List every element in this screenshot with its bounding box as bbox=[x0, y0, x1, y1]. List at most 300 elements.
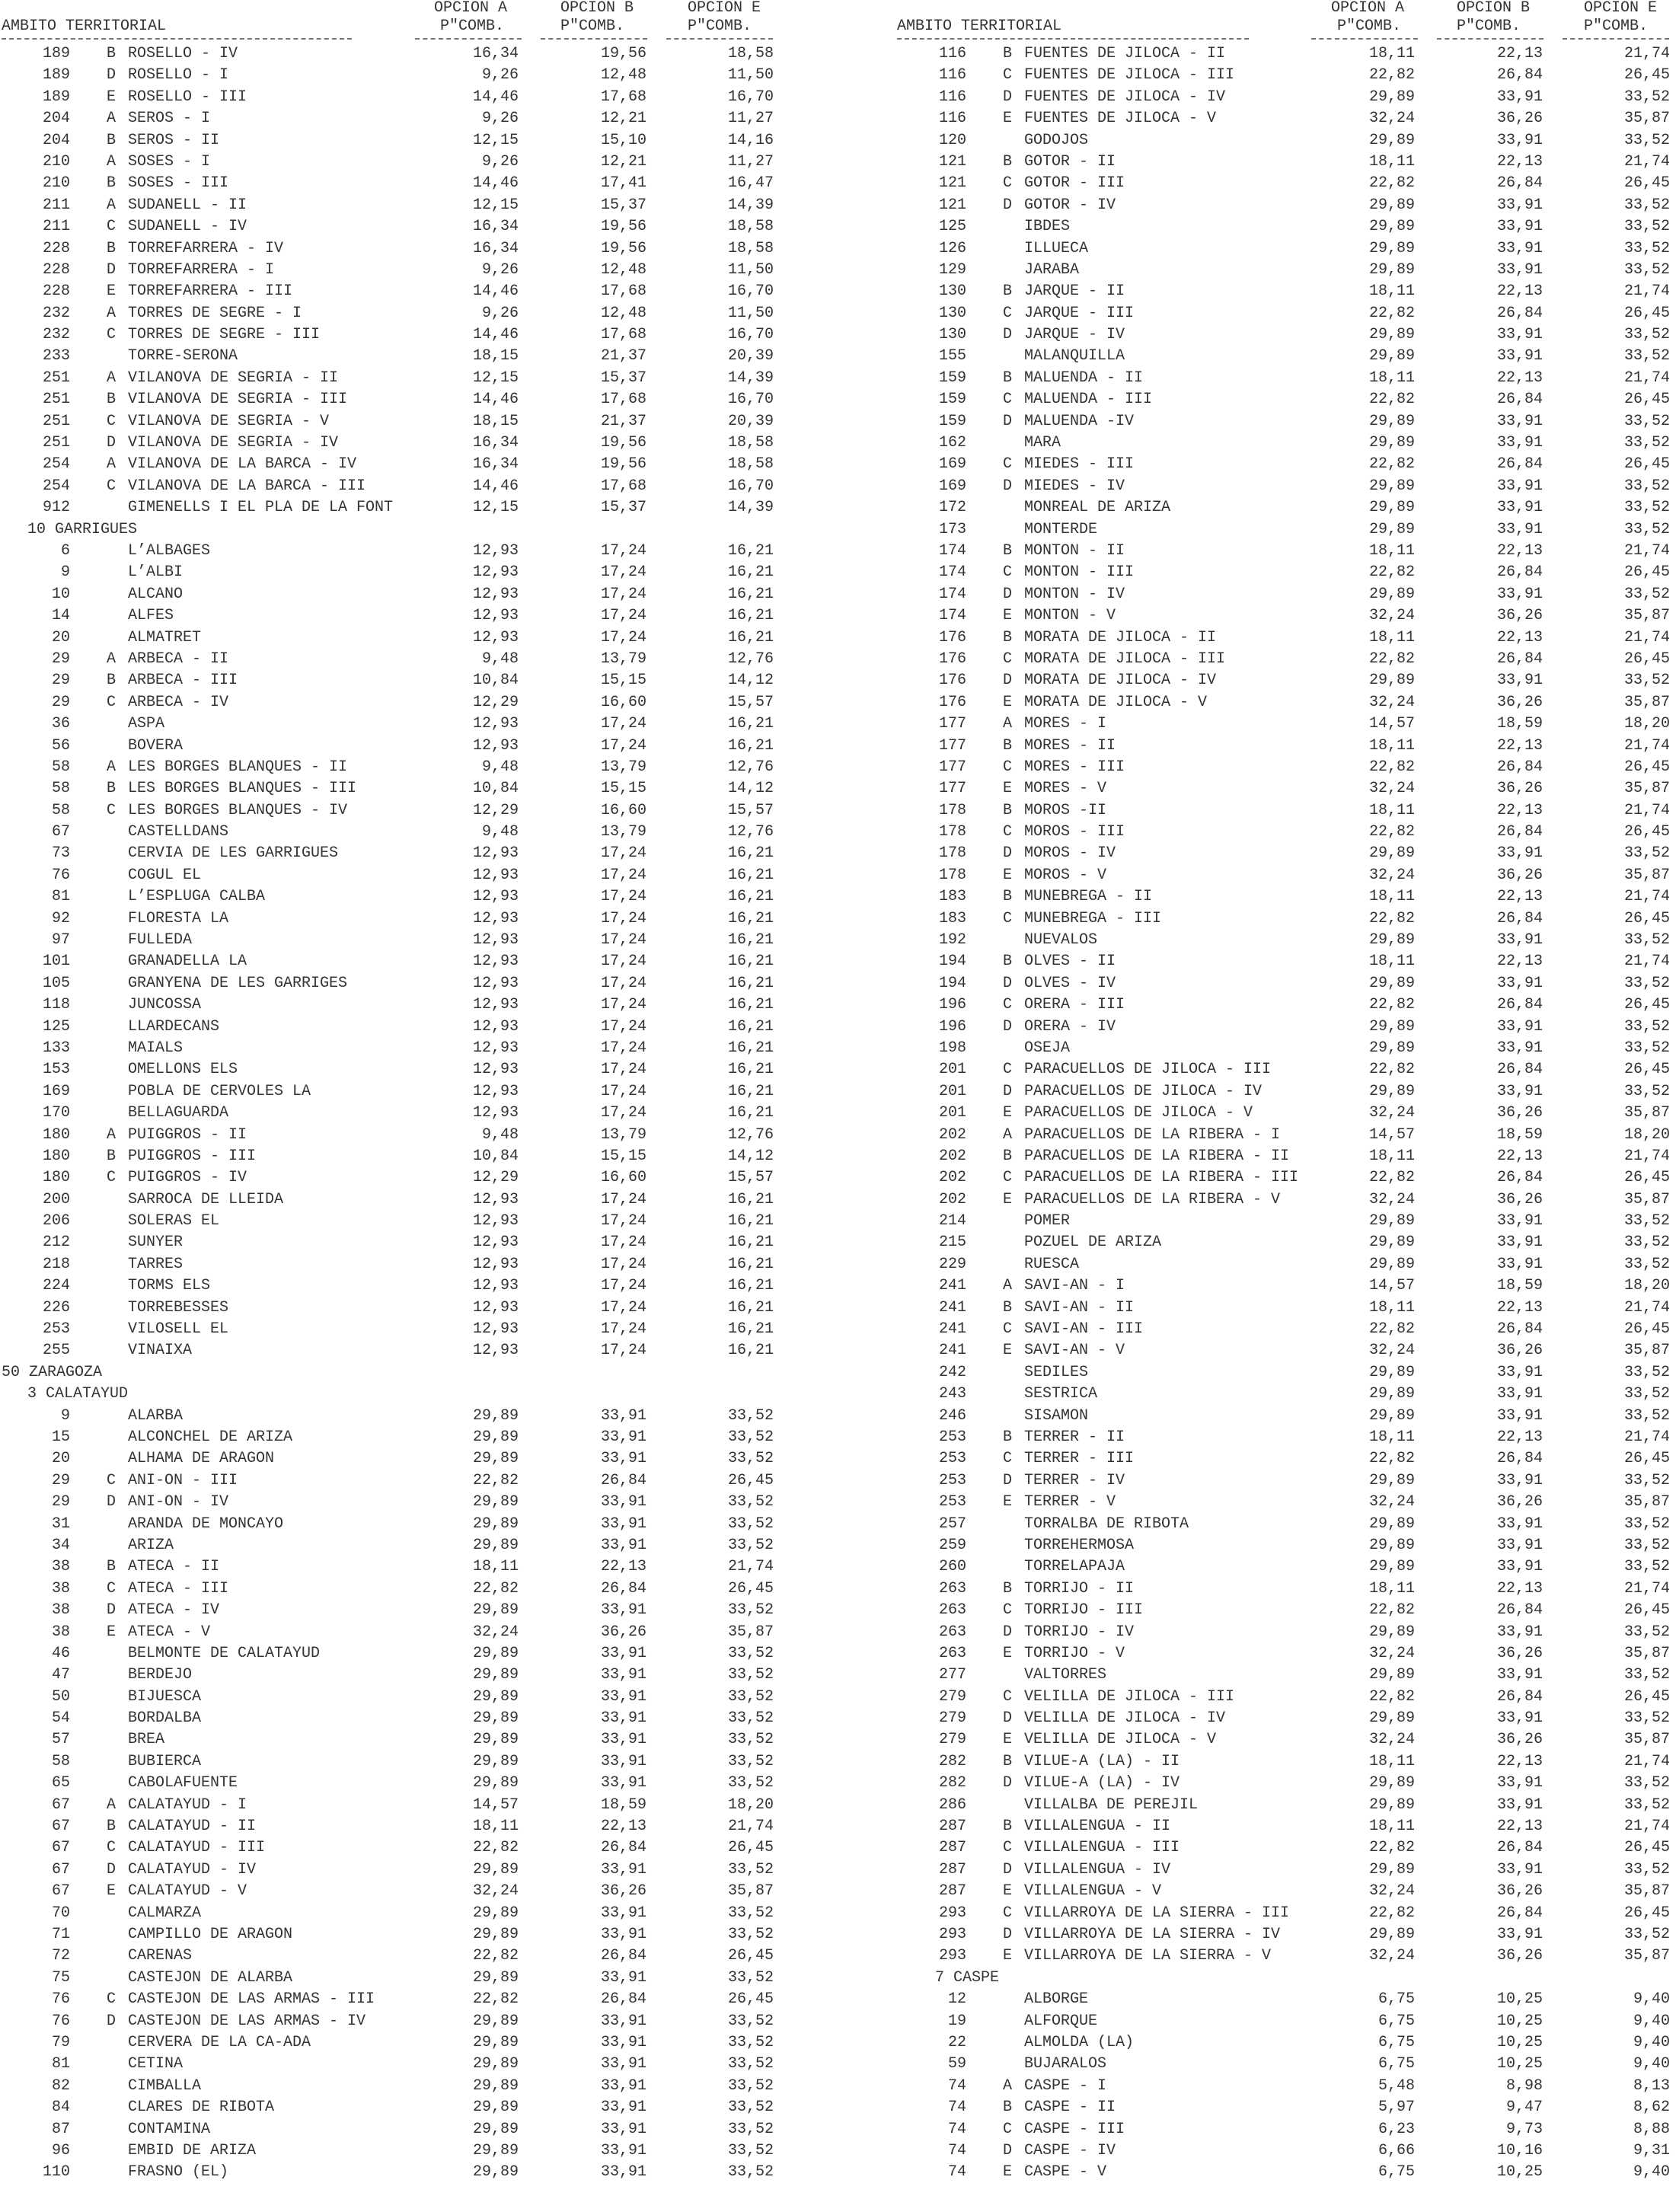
row-code: 125 bbox=[938, 218, 966, 236]
table-row bbox=[0, 1687, 838, 1708]
row-name: ARANDA DE MONCAYO bbox=[128, 1515, 284, 1533]
row-code: 38 bbox=[51, 1601, 70, 1620]
row-code: 87 bbox=[51, 2120, 70, 2138]
row-option-a: 29,89 bbox=[1368, 931, 1415, 950]
table-row bbox=[860, 865, 1676, 886]
row-option-a: 22,82 bbox=[1368, 174, 1415, 193]
row-option-e: 33,52 bbox=[1623, 1212, 1670, 1230]
row-option-e: 21,74 bbox=[1623, 1579, 1670, 1598]
row-option-a: 29,89 bbox=[1368, 1515, 1415, 1533]
row-option-b: 33,91 bbox=[1496, 477, 1543, 495]
row-option-e: 16,21 bbox=[727, 1082, 774, 1100]
row-option-e: 33,52 bbox=[1623, 1515, 1670, 1533]
row-code: 121 bbox=[938, 152, 966, 171]
row-letter: C bbox=[1003, 1601, 1013, 1620]
table-row bbox=[860, 736, 1676, 757]
row-option-a: 29,89 bbox=[472, 1925, 519, 1943]
row-option-b: 33,91 bbox=[1496, 1795, 1543, 1814]
row-name: SISAMON bbox=[1024, 1406, 1089, 1425]
table-row bbox=[0, 649, 838, 670]
row-option-a: 12,93 bbox=[472, 541, 519, 560]
table-row bbox=[0, 1298, 838, 1319]
row-option-b: 17,24 bbox=[600, 1277, 646, 1295]
table-row bbox=[0, 195, 838, 216]
row-option-a: 29,89 bbox=[472, 1860, 519, 1878]
row-letter: D bbox=[1003, 672, 1013, 690]
row-option-e: 21,74 bbox=[1623, 1818, 1670, 1836]
row-option-a: 29,89 bbox=[1368, 520, 1415, 538]
table-row bbox=[860, 65, 1676, 86]
row-code: 224 bbox=[42, 1277, 70, 1295]
row-name: MONTON - III bbox=[1024, 563, 1135, 582]
row-option-a: 22,82 bbox=[472, 1947, 519, 1965]
row-name: FUENTES DE JILOCA - V bbox=[1024, 110, 1217, 128]
row-option-b: 18,59 bbox=[1496, 1277, 1543, 1295]
row-code: 84 bbox=[51, 2099, 70, 2117]
row-name: GRANYENA DE LES GARRIGES bbox=[128, 974, 348, 992]
row-name: GRANADELLA LA bbox=[128, 953, 247, 971]
row-name: TERRER - II bbox=[1024, 1428, 1125, 1446]
row-code: 177 bbox=[938, 758, 966, 776]
table-row bbox=[0, 1211, 838, 1232]
table-row bbox=[0, 1125, 838, 1146]
row-name: VILLALENGUA - III bbox=[1024, 1839, 1180, 1857]
row-option-a: 32,24 bbox=[1368, 1190, 1415, 1208]
row-letter: C bbox=[1003, 2120, 1013, 2138]
table-row bbox=[860, 1924, 1676, 1945]
row-option-e: 16,21 bbox=[727, 585, 774, 603]
row-option-b: 33,91 bbox=[600, 1644, 646, 1662]
row-name: ATECA - V bbox=[128, 1623, 211, 1641]
row-letter: B bbox=[1003, 152, 1013, 171]
row-name: TORMS ELS bbox=[128, 1277, 211, 1295]
row-letter: B bbox=[1003, 801, 1013, 819]
row-code: 180 bbox=[42, 1147, 70, 1165]
row-code: 178 bbox=[938, 801, 966, 819]
row-option-b: 26,84 bbox=[1496, 66, 1543, 85]
row-option-a: 29,89 bbox=[1368, 218, 1415, 236]
row-code: 253 bbox=[42, 1320, 70, 1339]
row-letter: A bbox=[1003, 1125, 1013, 1144]
table-row bbox=[0, 822, 838, 843]
row-option-b: 15,15 bbox=[600, 672, 646, 690]
row-option-a: 12,93 bbox=[472, 953, 519, 971]
row-code: 200 bbox=[42, 1190, 70, 1208]
table-row bbox=[860, 2054, 1676, 2075]
row-letter: C bbox=[1003, 1839, 1013, 1857]
row-name: BUJARALOS bbox=[1024, 2055, 1107, 2073]
row-option-b: 33,91 bbox=[1496, 1039, 1543, 1057]
row-option-e: 16,70 bbox=[727, 477, 774, 495]
table-row bbox=[860, 649, 1676, 670]
row-code: 10 bbox=[51, 585, 70, 603]
row-name: OMELLONS ELS bbox=[128, 1061, 238, 1079]
row-option-a: 29,89 bbox=[1368, 1212, 1415, 1230]
row-name: PARACUELLOS DE JILOCA - V bbox=[1024, 1104, 1253, 1122]
row-option-b: 22,13 bbox=[1496, 152, 1543, 171]
row-option-e: 21,74 bbox=[1623, 1298, 1670, 1317]
row-code: 130 bbox=[938, 282, 966, 301]
row-option-a: 18,11 bbox=[1368, 541, 1415, 560]
row-code: 178 bbox=[938, 866, 966, 884]
row-letter: A bbox=[107, 455, 117, 474]
row-option-b: 17,24 bbox=[600, 844, 646, 863]
row-code: 79 bbox=[51, 2033, 70, 2051]
row-option-b: 22,13 bbox=[600, 1558, 646, 1576]
row-code: 129 bbox=[938, 260, 966, 279]
row-option-a: 29,89 bbox=[472, 1515, 519, 1533]
row-option-e: 9,40 bbox=[1633, 2033, 1670, 2051]
row-code: 14 bbox=[51, 607, 70, 625]
row-option-e: 33,52 bbox=[1623, 1082, 1670, 1100]
row-name: CALATAYUD - III bbox=[128, 1839, 266, 1857]
row-name: SEDILES bbox=[1024, 1363, 1089, 1381]
row-code: 6 bbox=[60, 541, 70, 560]
row-option-b: 17,68 bbox=[600, 326, 646, 344]
row-option-a: 32,24 bbox=[472, 1623, 519, 1641]
row-name: MOROS - V bbox=[1024, 866, 1107, 884]
row-letter: D bbox=[1003, 1860, 1013, 1878]
row-option-b: 33,91 bbox=[1496, 974, 1543, 992]
table-row bbox=[860, 519, 1676, 541]
row-letter: D bbox=[1003, 196, 1013, 214]
row-code: 263 bbox=[938, 1601, 966, 1620]
row-option-a: 29,89 bbox=[1368, 1017, 1415, 1036]
row-letter: A bbox=[107, 196, 117, 214]
row-code: 286 bbox=[938, 1795, 966, 1814]
row-code: 293 bbox=[938, 1904, 966, 1922]
row-option-a: 22,82 bbox=[1368, 1601, 1415, 1620]
row-code: 176 bbox=[938, 628, 966, 646]
row-option-b: 36,26 bbox=[1496, 1644, 1543, 1662]
table-row bbox=[860, 584, 1676, 605]
row-name: L’ALBI bbox=[128, 563, 184, 582]
table-row bbox=[860, 1795, 1676, 1816]
row-option-e: 35,87 bbox=[1623, 110, 1670, 128]
row-letter: C bbox=[107, 801, 117, 819]
row-letter: C bbox=[1003, 1320, 1013, 1339]
row-option-b: 26,84 bbox=[1496, 391, 1543, 409]
row-option-e: 16,21 bbox=[727, 607, 774, 625]
row-option-e: 16,21 bbox=[727, 1255, 774, 1273]
row-code: 120 bbox=[938, 131, 966, 149]
table-row bbox=[860, 216, 1676, 238]
row-option-b: 18,59 bbox=[1496, 1125, 1543, 1144]
row-name: JUNCOSSA bbox=[128, 996, 202, 1014]
row-option-e: 26,45 bbox=[727, 1839, 774, 1857]
row-option-a: 29,89 bbox=[1368, 1082, 1415, 1100]
row-name: LLARDECANS bbox=[128, 1017, 220, 1036]
row-code: 46 bbox=[51, 1644, 70, 1662]
row-option-b: 17,68 bbox=[600, 477, 646, 495]
row-letter: D bbox=[1003, 844, 1013, 863]
table-row bbox=[0, 260, 838, 281]
row-option-e: 35,87 bbox=[1623, 1947, 1670, 1965]
table-row bbox=[860, 1448, 1676, 1470]
row-code: 206 bbox=[42, 1212, 70, 1230]
header-pcomb-b: P"COMB. bbox=[560, 18, 625, 35]
row-name: MALUENDA -IV bbox=[1024, 412, 1135, 430]
row-option-a: 18,11 bbox=[1368, 45, 1415, 62]
row-option-a: 29,89 bbox=[472, 1493, 519, 1511]
row-option-a: 18,11 bbox=[1368, 1579, 1415, 1598]
row-option-a: 29,89 bbox=[1368, 1363, 1415, 1381]
row-option-e: 15,57 bbox=[727, 1169, 774, 1187]
row-option-a: 32,24 bbox=[1368, 1882, 1415, 1901]
row-name: CALMARZA bbox=[128, 1904, 202, 1922]
row-option-e: 33,52 bbox=[727, 1774, 774, 1792]
row-letter: C bbox=[107, 326, 117, 344]
row-option-b: 10,25 bbox=[1496, 2055, 1543, 2073]
row-name: OLVES - II bbox=[1024, 953, 1116, 971]
row-option-e: 16,21 bbox=[727, 541, 774, 560]
table-row bbox=[860, 389, 1676, 410]
row-option-a: 12,93 bbox=[472, 888, 519, 906]
header-rule bbox=[1311, 38, 1418, 40]
header-rule bbox=[1437, 38, 1544, 40]
row-option-a: 29,89 bbox=[472, 1450, 519, 1468]
row-option-b: 13,79 bbox=[600, 1125, 646, 1144]
row-option-e: 16,21 bbox=[727, 909, 774, 927]
row-option-e: 35,87 bbox=[1623, 780, 1670, 798]
row-name: ARIZA bbox=[128, 1536, 174, 1554]
row-letter: A bbox=[1003, 1277, 1013, 1295]
row-letter: A bbox=[107, 1125, 117, 1144]
row-letter: D bbox=[107, 1860, 117, 1878]
row-option-b: 33,91 bbox=[1496, 1860, 1543, 1878]
table-row bbox=[860, 1298, 1676, 1319]
row-name: TORRIJO - V bbox=[1024, 1644, 1125, 1662]
row-option-e: 21,74 bbox=[1623, 282, 1670, 301]
row-option-a: 18,11 bbox=[1368, 1428, 1415, 1446]
row-code: 76 bbox=[51, 866, 70, 884]
row-name: VILANOVA DE SEGRIA - IV bbox=[128, 434, 339, 452]
row-option-e: 16,21 bbox=[727, 953, 774, 971]
row-option-e: 33,52 bbox=[1623, 1385, 1670, 1403]
row-option-b: 17,24 bbox=[600, 563, 646, 582]
row-option-e: 16,21 bbox=[727, 996, 774, 1014]
row-option-a: 29,89 bbox=[1368, 477, 1415, 495]
row-option-e: 33,52 bbox=[1623, 347, 1670, 365]
row-option-b: 33,91 bbox=[600, 2099, 646, 2117]
row-option-e: 16,21 bbox=[727, 715, 774, 733]
row-name: PUIGGROS - III bbox=[128, 1147, 257, 1165]
row-option-e: 33,52 bbox=[1623, 196, 1670, 214]
row-code: 172 bbox=[938, 499, 966, 517]
table-row bbox=[0, 2032, 838, 2054]
row-code: 105 bbox=[42, 974, 70, 992]
row-option-b: 8,98 bbox=[1505, 2076, 1543, 2095]
table-row bbox=[0, 1470, 838, 1492]
row-code: 204 bbox=[42, 131, 70, 149]
row-option-b: 17,68 bbox=[600, 282, 646, 301]
row-name: ANI-ON - IV bbox=[128, 1493, 229, 1511]
row-name: TERRER - V bbox=[1024, 1493, 1116, 1511]
row-option-a: 22,82 bbox=[1368, 1687, 1415, 1706]
row-option-a: 22,82 bbox=[1368, 304, 1415, 322]
row-code: 118 bbox=[42, 996, 70, 1014]
row-option-e: 33,52 bbox=[727, 1428, 774, 1446]
row-code: 251 bbox=[42, 391, 70, 409]
row-option-a: 14,57 bbox=[472, 1795, 519, 1814]
row-option-e: 16,70 bbox=[727, 282, 774, 301]
table-row bbox=[0, 389, 838, 410]
row-name: MONTERDE bbox=[1024, 520, 1098, 538]
row-code: 202 bbox=[938, 1125, 966, 1144]
row-option-a: 6,66 bbox=[1378, 2141, 1415, 2159]
row-letter: C bbox=[1003, 1061, 1013, 1079]
header-opcion-e: OPCION E bbox=[688, 0, 761, 17]
table-row bbox=[860, 713, 1676, 735]
table-row bbox=[0, 476, 838, 497]
row-option-b: 22,13 bbox=[1496, 953, 1543, 971]
row-option-e: 11,27 bbox=[727, 110, 774, 128]
row-option-a: 29,89 bbox=[1368, 1709, 1415, 1728]
row-option-a: 29,89 bbox=[1368, 1234, 1415, 1252]
row-option-b: 22,13 bbox=[1496, 369, 1543, 387]
row-option-b: 33,91 bbox=[1496, 1363, 1543, 1381]
row-code: 232 bbox=[42, 304, 70, 322]
row-name: MONTON - IV bbox=[1024, 585, 1125, 603]
table-row bbox=[860, 497, 1676, 519]
row-option-a: 12,93 bbox=[472, 909, 519, 927]
row-option-a: 10,84 bbox=[472, 672, 519, 690]
group-heading bbox=[860, 1968, 1676, 1989]
row-option-b: 33,91 bbox=[1496, 1774, 1543, 1792]
row-option-a: 18,11 bbox=[1368, 628, 1415, 646]
row-name: ATECA - II bbox=[128, 1558, 220, 1576]
row-option-e: 12,76 bbox=[727, 1125, 774, 1144]
row-name: FULLEDA bbox=[128, 931, 193, 950]
row-option-b: 17,24 bbox=[600, 996, 646, 1014]
row-option-a: 12,93 bbox=[472, 607, 519, 625]
row-code: 178 bbox=[938, 844, 966, 863]
table-row bbox=[860, 2119, 1676, 2140]
row-option-b: 33,91 bbox=[600, 1731, 646, 1749]
table-row bbox=[0, 1751, 838, 1773]
row-name: CONTAMINA bbox=[128, 2120, 211, 2138]
row-option-e: 26,45 bbox=[1623, 1450, 1670, 1468]
row-name: CALATAYUD - IV bbox=[128, 1860, 257, 1878]
row-option-a: 29,89 bbox=[472, 1904, 519, 1922]
row-name: MORATA DE JILOCA - III bbox=[1024, 650, 1226, 668]
table-row bbox=[0, 1881, 838, 1902]
row-name: MIEDES - III bbox=[1024, 455, 1135, 474]
row-option-a: 6,75 bbox=[1378, 2055, 1415, 2073]
row-code: 194 bbox=[938, 953, 966, 971]
row-letter: B bbox=[1003, 1752, 1013, 1770]
row-name: VILUE-A (LA) - IV bbox=[1024, 1774, 1180, 1792]
row-option-a: 12,93 bbox=[472, 1061, 519, 1079]
row-letter: D bbox=[107, 260, 117, 279]
row-code: 241 bbox=[938, 1298, 966, 1317]
header-rule bbox=[541, 38, 647, 40]
row-option-a: 32,24 bbox=[1368, 1644, 1415, 1662]
table-row bbox=[0, 930, 838, 951]
row-name: VILLALENGUA - IV bbox=[1024, 1860, 1171, 1878]
row-letter: B bbox=[1003, 541, 1013, 560]
row-letter: A bbox=[107, 152, 117, 171]
row-code: 58 bbox=[51, 780, 70, 798]
row-option-e: 33,52 bbox=[1623, 974, 1670, 992]
row-letter: B bbox=[1003, 736, 1013, 755]
row-name: MORATA DE JILOCA - IV bbox=[1024, 672, 1217, 690]
row-option-e: 16,21 bbox=[727, 1017, 774, 1036]
row-option-b: 22,13 bbox=[1496, 1147, 1543, 1165]
row-name: BORDALBA bbox=[128, 1709, 202, 1728]
row-option-e: 33,52 bbox=[1623, 844, 1670, 863]
row-code: 178 bbox=[938, 823, 966, 841]
row-code: 74 bbox=[947, 2141, 966, 2159]
table-row bbox=[0, 778, 838, 800]
table-row bbox=[860, 908, 1676, 930]
row-code: 201 bbox=[938, 1082, 966, 1100]
row-option-b: 13,79 bbox=[600, 758, 646, 776]
row-name: VILANOVA DE LA BARCA - III bbox=[128, 477, 366, 495]
row-option-e: 16,21 bbox=[727, 1104, 774, 1122]
table-row bbox=[860, 1665, 1676, 1686]
row-option-b: 12,48 bbox=[600, 260, 646, 279]
row-option-b: 26,84 bbox=[1496, 1601, 1543, 1620]
table-row bbox=[0, 1989, 838, 2010]
row-option-a: 22,82 bbox=[1368, 1839, 1415, 1857]
row-option-b: 17,24 bbox=[600, 628, 646, 646]
row-option-e: 35,87 bbox=[1623, 693, 1670, 711]
row-name: CASPE - II bbox=[1024, 2099, 1116, 2117]
row-letter: D bbox=[1003, 1925, 1013, 1943]
row-option-e: 12,76 bbox=[727, 758, 774, 776]
row-option-b: 22,13 bbox=[600, 1818, 646, 1836]
row-code: 159 bbox=[938, 412, 966, 430]
row-letter: B bbox=[1003, 1147, 1013, 1165]
table-row bbox=[860, 1470, 1676, 1492]
table-row bbox=[860, 108, 1676, 129]
row-option-a: 18,11 bbox=[1368, 888, 1415, 906]
row-name: MAIALS bbox=[128, 1039, 184, 1057]
row-name: JARABA bbox=[1024, 260, 1080, 279]
row-code: 201 bbox=[938, 1061, 966, 1079]
row-option-a: 5,97 bbox=[1378, 2099, 1415, 2117]
table-row bbox=[860, 778, 1676, 800]
row-letter: C bbox=[107, 477, 117, 495]
row-option-e: 33,52 bbox=[1623, 1558, 1670, 1576]
row-letter: C bbox=[1003, 909, 1013, 927]
row-option-e: 33,52 bbox=[1623, 1406, 1670, 1425]
row-code: 74 bbox=[947, 2120, 966, 2138]
table-row bbox=[0, 670, 838, 691]
row-option-b: 17,68 bbox=[600, 391, 646, 409]
row-option-e: 16,70 bbox=[727, 391, 774, 409]
table-row bbox=[860, 152, 1676, 173]
row-option-e: 18,20 bbox=[727, 1795, 774, 1814]
row-code: 176 bbox=[938, 650, 966, 668]
row-name: OLVES - IV bbox=[1024, 974, 1116, 992]
row-option-b: 36,26 bbox=[1496, 780, 1543, 798]
row-letter: B bbox=[107, 1818, 117, 1836]
row-option-e: 33,52 bbox=[1623, 218, 1670, 236]
row-name: CASPE - III bbox=[1024, 2120, 1125, 2138]
row-name: ORERA - III bbox=[1024, 996, 1125, 1014]
row-code: 211 bbox=[42, 218, 70, 236]
row-option-b: 33,91 bbox=[1496, 1082, 1543, 1100]
row-letter: C bbox=[107, 1169, 117, 1187]
row-option-a: 12,93 bbox=[472, 736, 519, 755]
row-letter: D bbox=[1003, 974, 1013, 992]
row-option-b: 33,91 bbox=[600, 1687, 646, 1706]
row-code: 92 bbox=[51, 909, 70, 927]
row-option-e: 33,52 bbox=[1623, 1623, 1670, 1641]
table-row bbox=[0, 2119, 838, 2140]
